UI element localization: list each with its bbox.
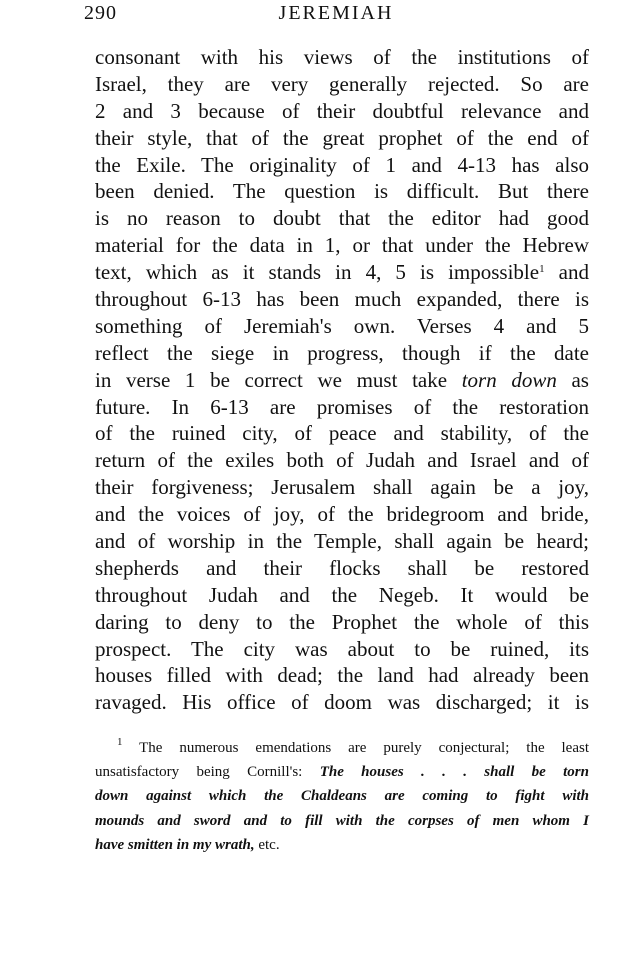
- footnote-marker: 1: [117, 736, 123, 748]
- text-segment: in verse 1 be correct we must take: [95, 367, 462, 392]
- footnote-quotation: The houses . . . shall be torn: [319, 764, 589, 781]
- text-line: daring to deny to the Prophet the whole of this: [95, 609, 589, 634]
- text-line-with-emphasis: [95, 367, 589, 394]
- text-line: Israel, they are very generally rejected. So are: [95, 71, 589, 96]
- footnote-text: etc.: [254, 836, 280, 853]
- footnote-text: The numerous emendations are purely conjectural; the least: [122, 740, 589, 756]
- text-line: material for the data in 1, or that under the Hebrew: [95, 233, 589, 258]
- footnote-reference: 1: [539, 263, 545, 276]
- text-line: is no reason to doubt that the editor had good: [95, 206, 589, 231]
- text-line: consonant with his views of the institutions of: [95, 45, 589, 69]
- footnote-line: [95, 784, 589, 808]
- footnote-quotation: have smitten in my wrath,: [95, 836, 255, 853]
- emphasis: torn down: [461, 367, 557, 392]
- text-line: of the ruined city, of peace and stability, of the: [95, 421, 589, 446]
- footnote-quotation: down against which the Chaldeans are coming to fight with: [95, 788, 589, 805]
- text-segment: and: [544, 260, 589, 285]
- text-line: return of the exiles both of Judah and Israel and of: [95, 448, 589, 473]
- footnote-line: [95, 736, 589, 760]
- footnote-quotation: mounds and sword and to fill with the corpses of men whom I: [95, 812, 589, 829]
- text-line: ravaged. His office of doom was discharged; it is: [95, 690, 589, 715]
- text-line: throughout 6-13 has been much expanded, there is: [95, 287, 589, 312]
- text-line: and the voices of joy, of the bridegroom and bride,: [95, 502, 589, 527]
- page-number: 290: [84, 2, 117, 24]
- footnote-line: [95, 809, 589, 833]
- text-line: throughout Judah and the Negeb. It would be: [95, 582, 589, 607]
- running-head: [84, 2, 588, 28]
- text-line: reflect the siege in progress, though if the date: [95, 340, 589, 365]
- text-line: future. In 6-13 are promises of the restoration: [95, 394, 589, 419]
- text-line: and of worship in the Temple, shall again be heard;: [95, 529, 589, 554]
- footnote: [95, 736, 589, 857]
- running-title: JEREMIAH: [278, 2, 394, 24]
- footnote-line: [95, 833, 589, 857]
- text-line: houses filled with dead; the land had already been: [95, 663, 589, 688]
- footnote-text: unsatisfactory being Cornill's:: [95, 764, 320, 781]
- text-line: something of Jeremiah's own. Verses 4 and 5: [95, 313, 589, 338]
- text-segment: as: [556, 367, 589, 392]
- text-line: their style, that of the great prophet of the end of: [95, 125, 589, 150]
- text-line: their forgiveness; Jerusalem shall again be a joy,: [95, 475, 589, 500]
- footnote-line: [95, 760, 589, 784]
- body-text: [95, 44, 589, 716]
- text-segment: text, which as it stands in 4, 5 is impossible: [95, 260, 540, 285]
- text-line: the Exile. The originality of 1 and 4-13 has also: [95, 152, 589, 177]
- text-line: prospect. The city was about to be ruined, its: [95, 636, 589, 661]
- text-line-with-footnote-ref: [95, 259, 589, 286]
- text-line: been denied. The question is difficult. But there: [95, 179, 589, 204]
- text-line: 2 and 3 because of their doubtful relevance and: [95, 98, 589, 123]
- text-line: shepherds and their flocks shall be restored: [95, 555, 589, 580]
